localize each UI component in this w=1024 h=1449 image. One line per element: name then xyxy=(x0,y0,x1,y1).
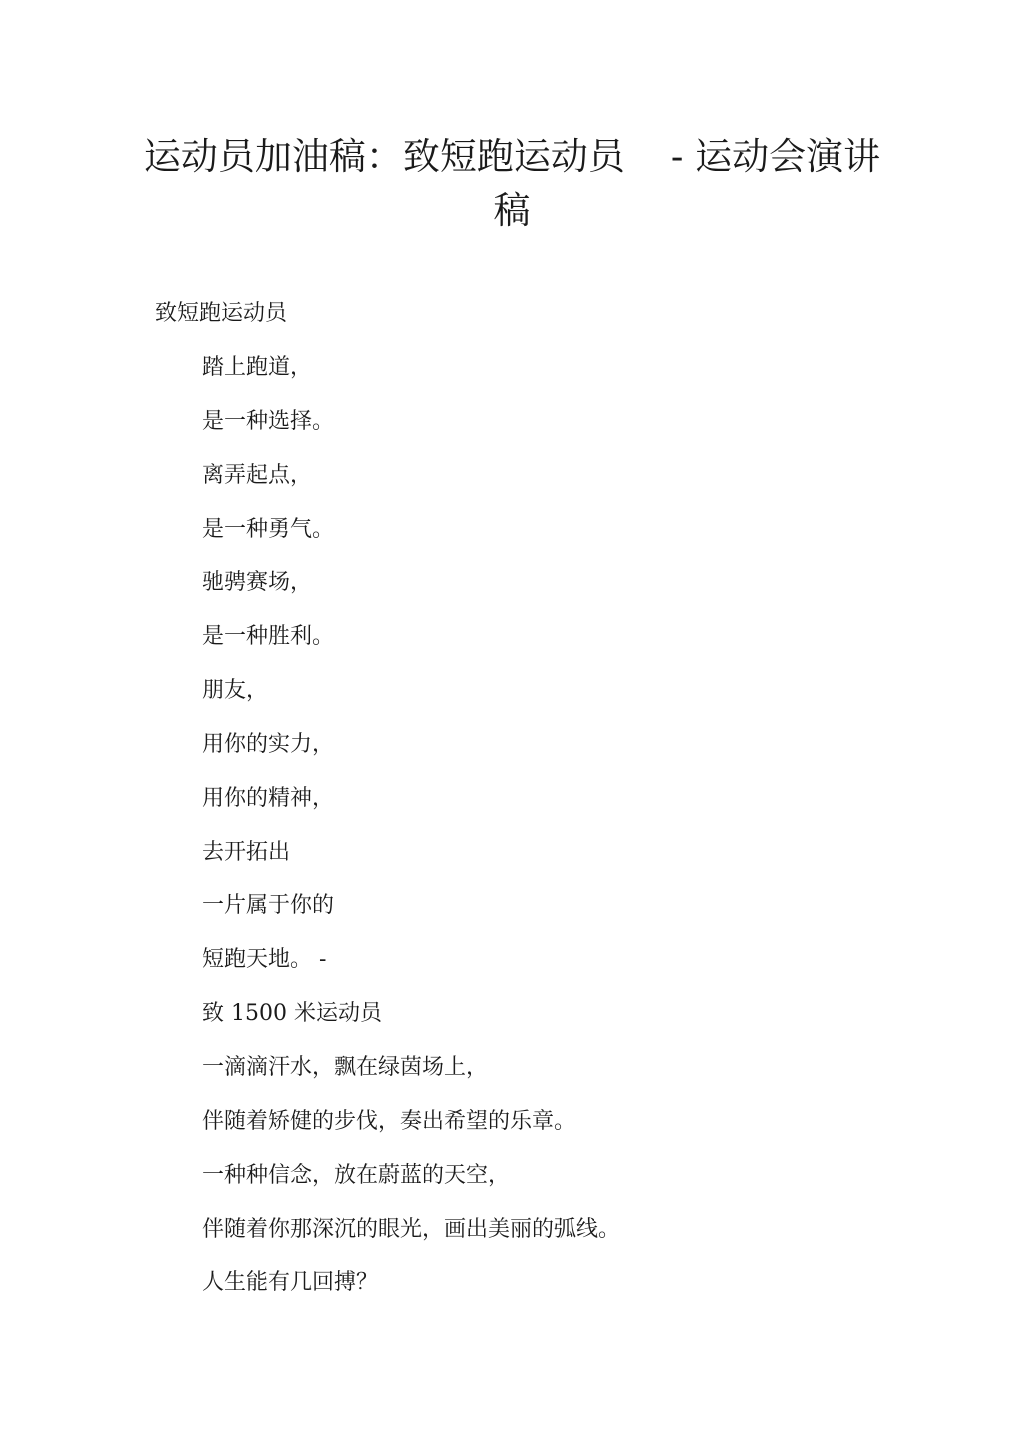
document-title xyxy=(0,130,1024,238)
poem-line: 人生能有几回搏？ xyxy=(202,1270,379,1296)
section-heading: 致短跑运动员 xyxy=(155,301,288,326)
poem-line: 离弄起点， xyxy=(202,462,313,488)
poem-line: 一种种信念，放在蔚蓝的天空， xyxy=(202,1162,511,1188)
poem-line: 用你的精神， xyxy=(202,785,335,811)
poem-line: 踏上跑道， xyxy=(202,355,313,380)
poem-line: 短跑天地。 - xyxy=(202,947,327,973)
poem-line: 是一种选择。 xyxy=(202,408,335,434)
poem-lines xyxy=(202,352,620,1321)
poem-line: 一滴滴汗水，飘在绿茵场上， xyxy=(202,1054,489,1080)
poem-line: 是一种勇气。 xyxy=(202,516,335,542)
poem-line: 伴随着你那深沉的眼光，画出美丽的弧线。 xyxy=(202,1216,621,1242)
title-part-1: 运动员加油稿：致短跑运动员 xyxy=(143,135,625,178)
poem-line: 一片属于你的 xyxy=(202,893,335,919)
poem-line: 致 1500 米运动员 xyxy=(202,1001,382,1027)
poem-line: 朋友， xyxy=(202,678,269,704)
poem-line: 去开拓出 xyxy=(202,839,291,865)
poem-line: 伴随着矫健的步伐，奏出希望的乐章。 xyxy=(202,1108,577,1134)
poem-line: 是一种胜利。 xyxy=(202,624,335,650)
title-part-3: 稿 xyxy=(493,189,531,232)
poem-line: 用你的实力， xyxy=(202,731,335,757)
title-part-2: - 运动会演讲 xyxy=(670,135,881,178)
poem-line: 驰骋赛场， xyxy=(202,570,313,596)
